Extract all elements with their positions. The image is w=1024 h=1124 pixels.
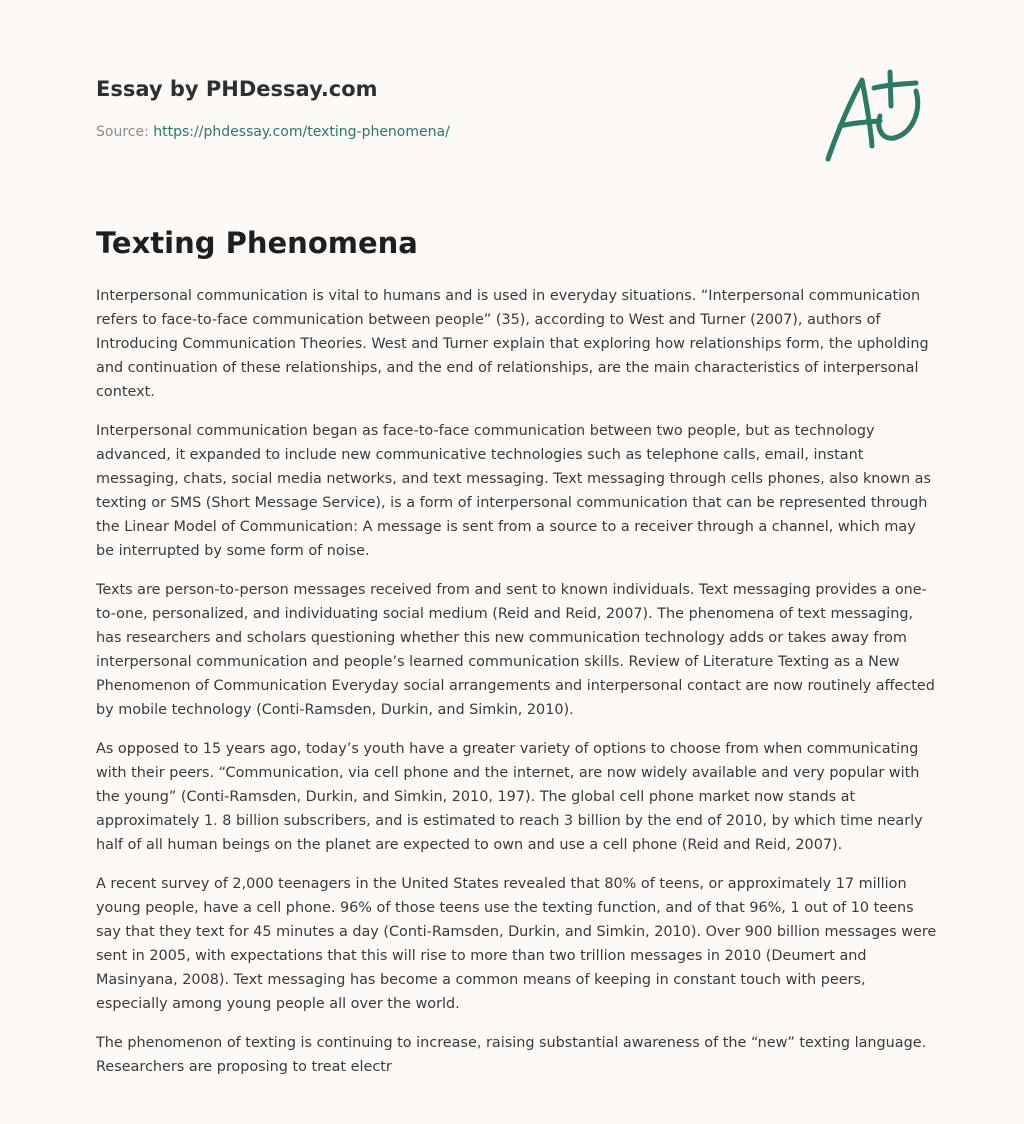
paragraph: A recent survey of 2,000 teenagers in the United States revealed that 80% of teens, or approximately 17 million young people, have a cell phone. 96% of those teens use the texting function, and of that 96%, 1 out of 10 teens say that they text for 45 minutes a day (Conti-Ramsden, Durkin, and Simkin, 2010). Over 900 billion messages were sent in 2005, with expectations that this will rise to more than two trillion messages in 2010 (Deumert and Masinyana, 2008). Text messaging has become a common means of keeping in constant touch with peers, especially among young people all over the world. bbox=[96, 876, 937, 1012]
source-line bbox=[96, 124, 450, 140]
site-brand: Essay by PHDessay.com bbox=[96, 77, 378, 101]
page-title: Texting Phenomena bbox=[96, 226, 418, 260]
article-body bbox=[96, 284, 938, 1094]
a-plus-logo-icon bbox=[818, 66, 930, 166]
paragraph: Interpersonal communication began as face-to-face communication between two people, but as technology advanced, it expanded to include new communicative technologies such as telephone calls, email, instant messaging, chats, social media networks, and text messaging. Text messaging through cells phones, also known as texting or SMS (Short Message Service), is a form of interpersonal communication that can be represented through the Linear Model of Communication: A message is sent from a source to a receiver through a channel, which may be interrupted by some form of noise. bbox=[96, 423, 931, 559]
paragraph: As opposed to 15 years ago, today’s youth have a greater variety of options to choose from when communicating with their peers. “Communication, via cell phone and the internet, are now widely available and very popular with the young” (Conti-Ramsden, Durkin, and Simkin, 2010, 197). The global cell phone market now stands at approximately 1. 8 billion subscribers, and is estimated to reach 3 billion by the end of 2010, by which time nearly half of all human beings on the planet are expected to own and use a cell phone (Reid and Reid, 2007). bbox=[96, 741, 923, 853]
paragraph: The phenomenon of texting is continuing to increase, raising substantial awareness of the “new” texting language. Researchers are proposing to treat electr bbox=[96, 1035, 927, 1075]
paragraph: Interpersonal communication is vital to humans and is used in everyday situations. “Interpersonal communication refers to face-to-face communication between people” (35), according to West and Turner (2007), authors of Introducing Communication Theories. West and Turner explain that exploring how relationships form, the upholding and continuation of these relationships, and the end of relationships, are the main characteristics of interpersonal context. bbox=[96, 288, 929, 400]
source-link[interactable]: https://phdessay.com/texting-phenomena/ bbox=[153, 124, 450, 140]
source-label: Source: bbox=[96, 124, 154, 140]
paragraph: Texts are person-to-person messages received from and sent to known individuals. Text messaging provides a one-to-one, personalized, and individuating social medium (Reid and Reid, 2007). The phenomena of text messaging, has researchers and scholars questioning whether this new communication technology adds or takes away from interpersonal communication and people’s learned communication skills. Review of Literature Texting as a New Phenomenon of Communication Everyday social arrangements and interpersonal contact are now routinely affected by mobile technology (Conti-Ramsden, Durkin, and Simkin, 2010). bbox=[96, 582, 935, 718]
